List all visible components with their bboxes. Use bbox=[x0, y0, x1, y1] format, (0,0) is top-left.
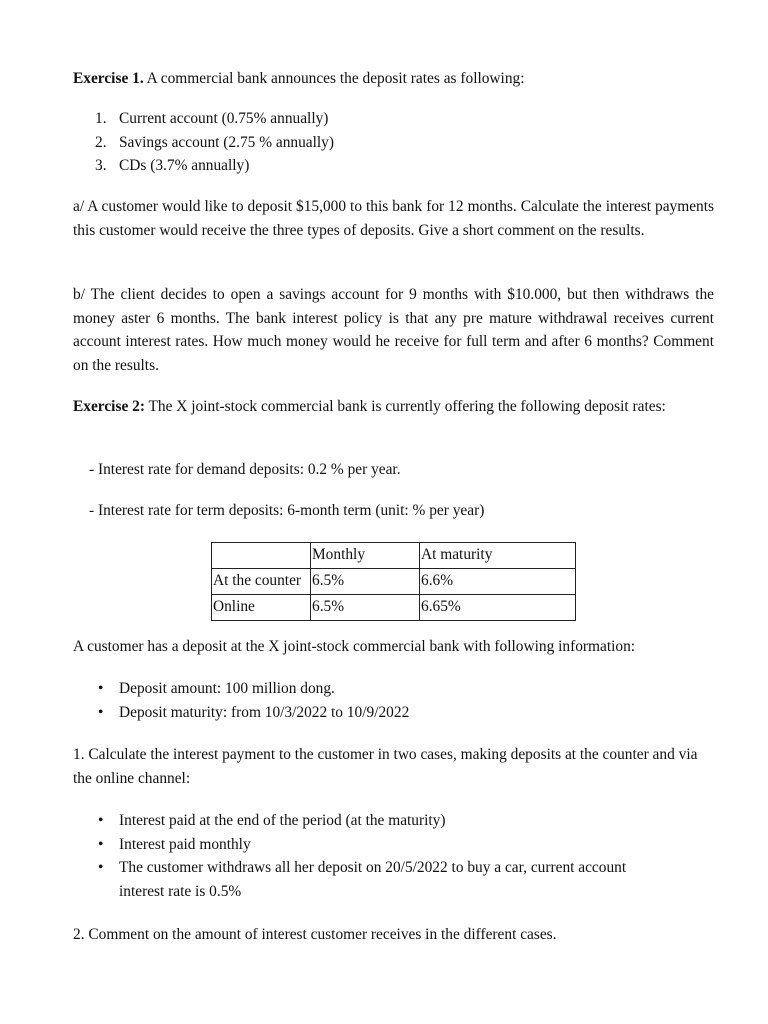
table-cell: 6.5% bbox=[311, 595, 420, 621]
table-row bbox=[212, 595, 576, 621]
list-item: • The customer withdraws all her deposit on 20/5/2022 to buy a car, current account interest rate is 0.5% bbox=[98, 859, 627, 900]
interest-cases-list bbox=[73, 809, 714, 903]
exercise-1-part-b: b/ The client decides to open a savings account for 9 months with $10.000, but then withdraws the money aster 6 months. The bank interest policy is that any pre mature withdrawal receives current account interest rates. How much money would he receive for full term and after 6 months? Comment on the results. bbox=[73, 286, 714, 374]
exercise-1-intro: Exercise 1. A commercial bank announces the deposit rates as following: bbox=[73, 70, 525, 87]
table-cell: At the counter bbox=[212, 569, 311, 595]
question-1: 1. Calculate the interest payment to the customer in two cases, making deposits at the counter and via the online channel: bbox=[73, 746, 698, 787]
exercise-2-intro: Exercise 2: The X joint-stock commercial bank is currently offering the following deposit rates: bbox=[73, 398, 666, 415]
term-rate-table bbox=[211, 542, 576, 621]
list-item: • Interest paid at the end of the period (at the maturity) bbox=[98, 812, 446, 829]
table-cell: 6.6% bbox=[420, 569, 576, 595]
table-cell: Monthly bbox=[311, 543, 420, 569]
table-cell: 6.5% bbox=[311, 569, 420, 595]
table-cell bbox=[212, 543, 311, 569]
exercise-1-part-a: a/ A customer would like to deposit $15,000 to this bank for 12 months. Calculate the interest payments this customer would receive the three types of deposits. Give a short comment on the results. bbox=[73, 198, 714, 239]
term-deposit-rate: - Interest rate for term deposits: 6-month term (unit: % per year) bbox=[89, 502, 485, 519]
deposit-info-list bbox=[73, 677, 714, 724]
deposit-rate-list bbox=[73, 107, 714, 178]
table-row bbox=[212, 543, 576, 569]
exercise-2-label: Exercise 2: bbox=[73, 398, 145, 415]
table-cell: At maturity bbox=[420, 543, 576, 569]
list-item: • Deposit maturity: from 10/3/2022 to 10/9/2022 bbox=[98, 703, 410, 721]
table-cell: 6.65% bbox=[420, 595, 576, 621]
customer-info-intro: A customer has a deposit at the X joint-stock commercial bank with following information: bbox=[73, 638, 636, 655]
table-cell: Online bbox=[212, 595, 311, 621]
demand-deposit-rate: - Interest rate for demand deposits: 0.2 % per year. bbox=[89, 461, 401, 478]
exercise-1-label: Exercise 1. bbox=[73, 70, 144, 87]
list-item: 2. Savings account (2.75 % annually) bbox=[95, 133, 334, 151]
list-item: 1. Current account (0.75% annually) bbox=[95, 110, 329, 127]
list-item: • Interest paid monthly bbox=[98, 835, 251, 853]
question-2: 2. Comment on the amount of interest customer receives in the different cases. bbox=[73, 926, 557, 943]
list-item: 3. CDs (3.7% annually) bbox=[95, 157, 250, 174]
list-item: • Deposit amount: 100 million dong. bbox=[98, 680, 335, 697]
table-row bbox=[212, 569, 576, 595]
